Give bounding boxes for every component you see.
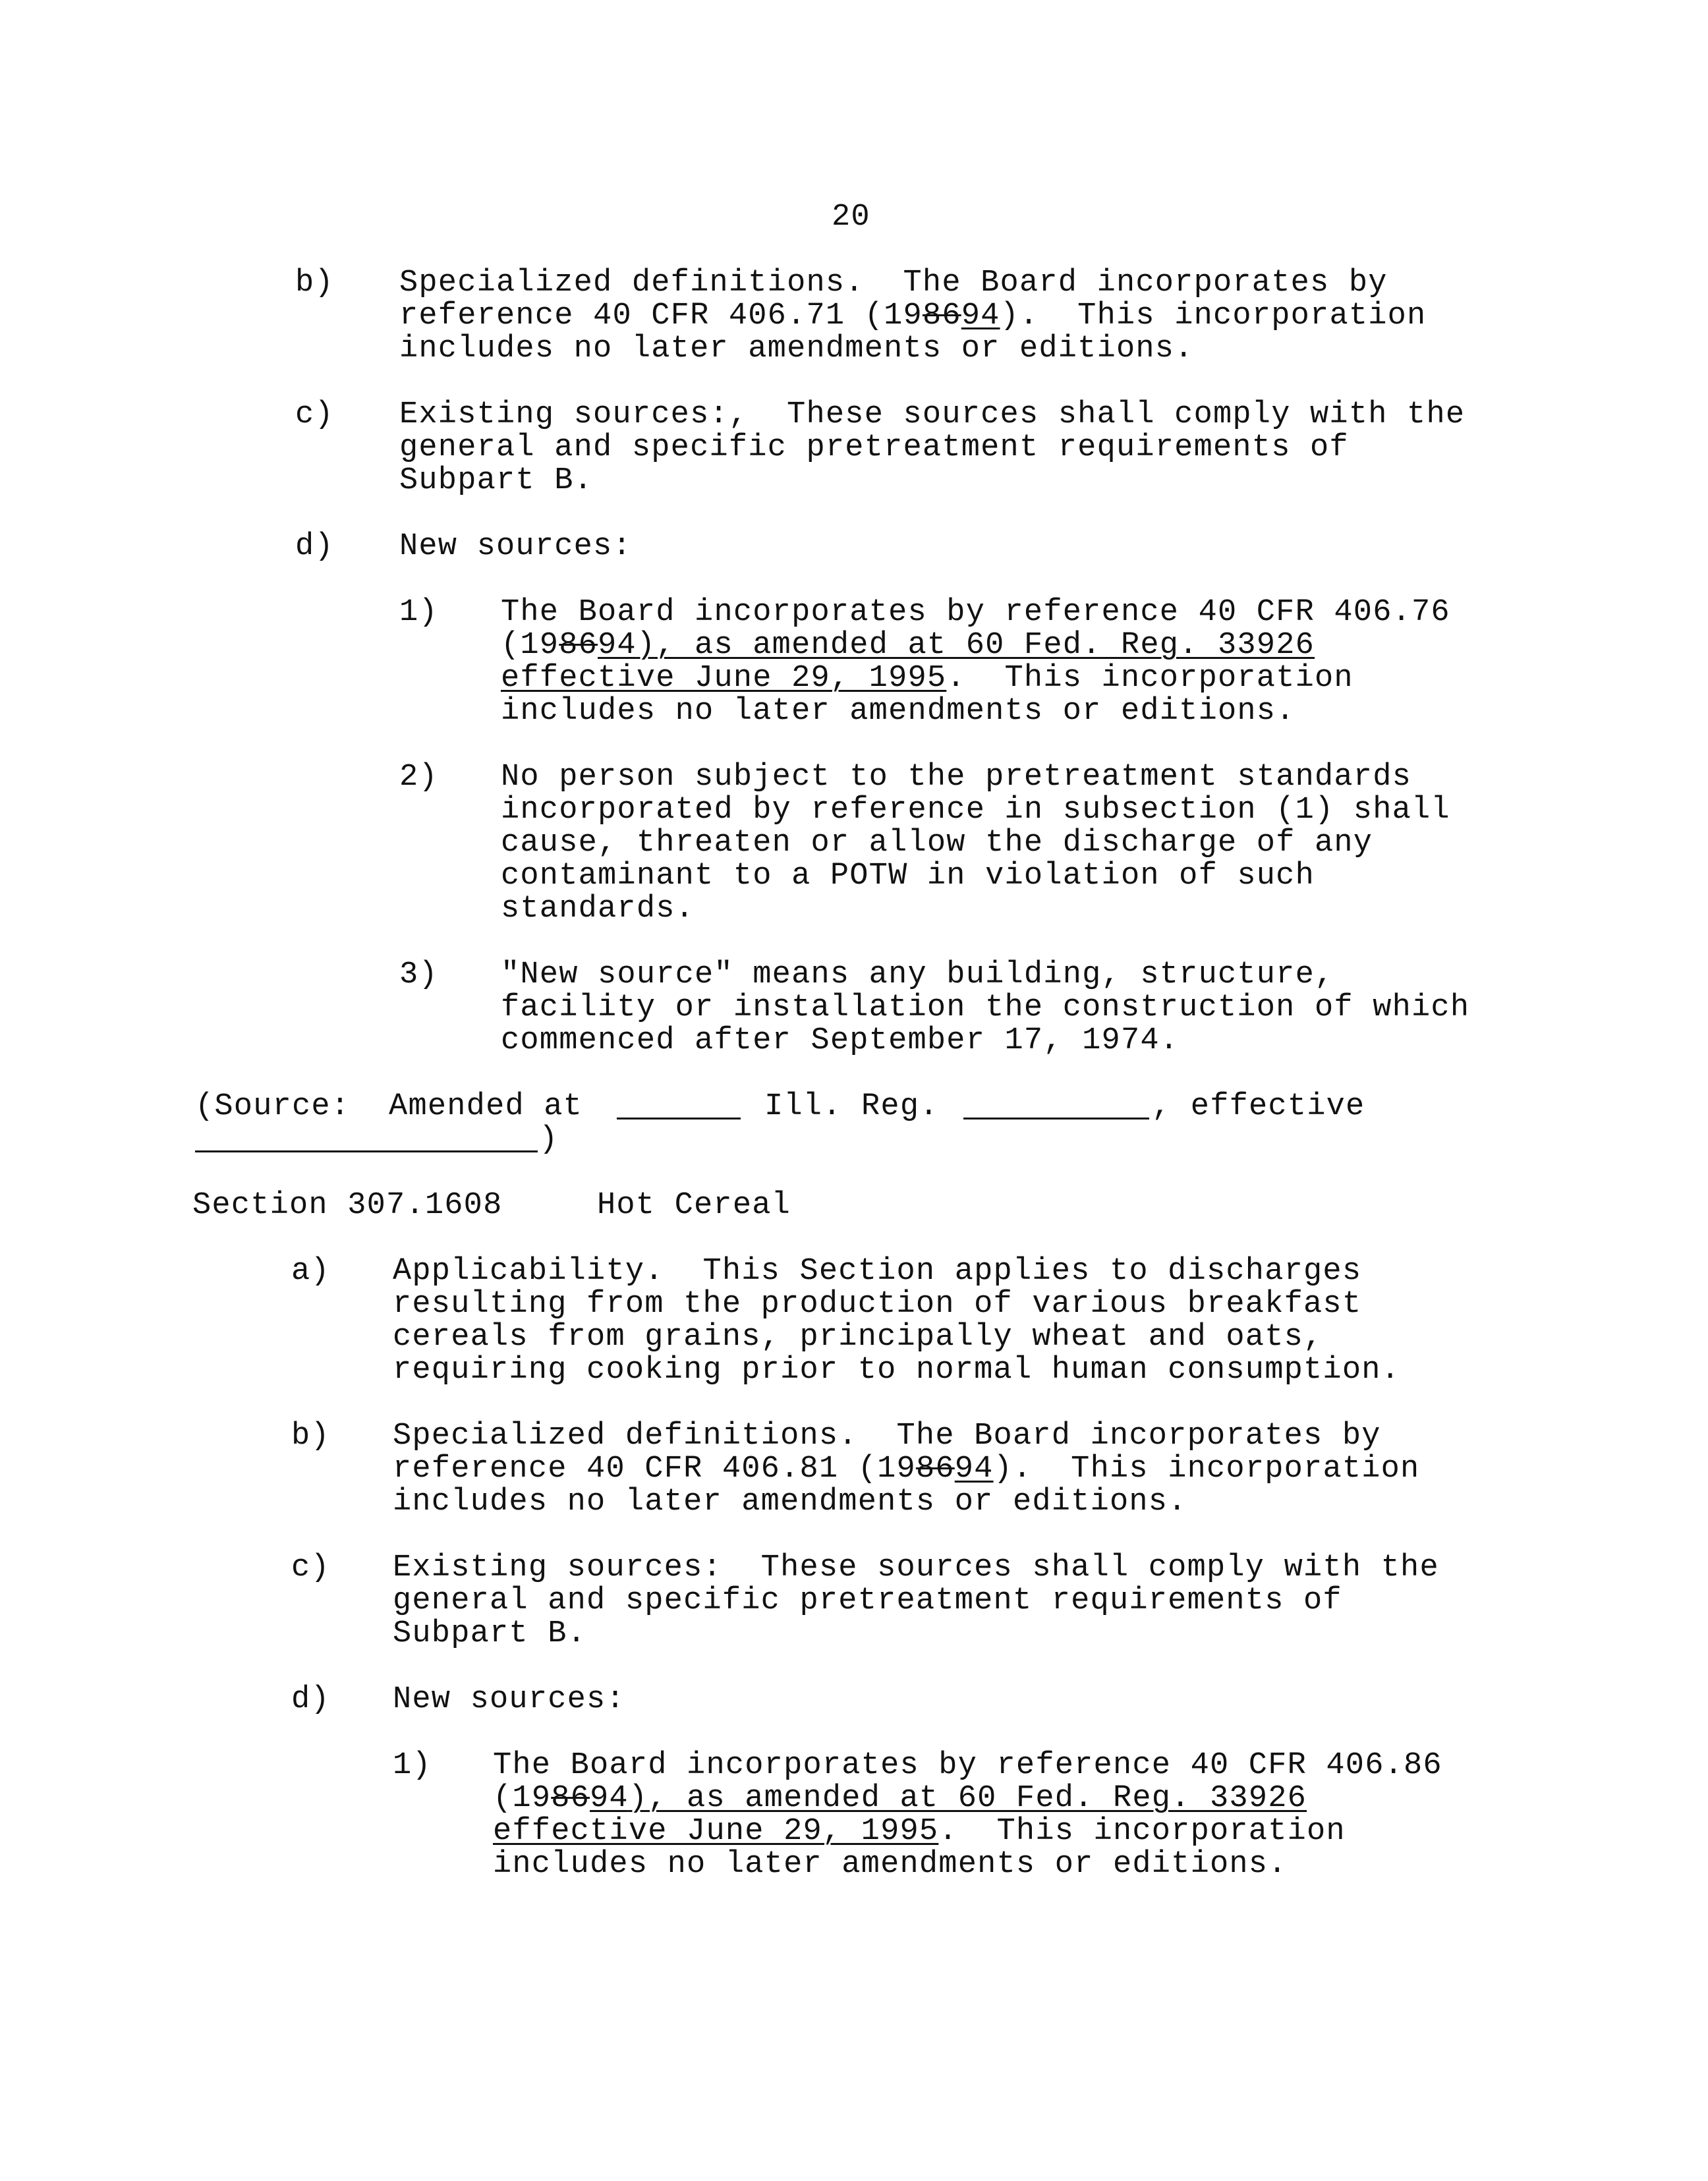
- subitem-1-line-3: effective June 29, 1995. This incorporation: [501, 661, 1353, 696]
- page-number: 20: [832, 200, 870, 235]
- item-c-label: c): [295, 397, 334, 432]
- subitem-2-line-3: cause, threaten or allow the discharge of any: [501, 826, 1373, 861]
- subitem-2-line-2: incorporated by reference in subsection (1) shall: [501, 793, 1450, 828]
- subitem-2-line-5: standards.: [501, 892, 695, 926]
- section-number: Section 307.1608: [192, 1188, 503, 1223]
- hc-item-a-line-3: cereals from grains, principally wheat and oats,: [393, 1320, 1323, 1355]
- hc-item-d-label: d): [291, 1682, 330, 1717]
- hc-item-b-line-1: Specialized definitions. The Board incorporates by: [393, 1419, 1381, 1454]
- hc-item-b-label: b): [291, 1419, 330, 1454]
- hc-subitem-1-line-1: The Board incorporates by reference 40 CFR 406.86: [493, 1748, 1442, 1783]
- struck-year: 86: [915, 1452, 955, 1487]
- item-d-label: d): [295, 529, 334, 564]
- hc-item-c-label: c): [291, 1550, 330, 1585]
- item-c-line-3: Subpart B.: [399, 463, 594, 498]
- item-b-line-2: reference 40 CFR 406.71 (198694). This incorporation: [399, 298, 1427, 333]
- hc-item-c-line-1: Existing sources: These sources shall comply with the: [393, 1550, 1439, 1585]
- subitem-3-line-2: facility or installation the construction of which: [501, 990, 1470, 1025]
- subitem-1-line-2: (198694), as amended at 60 Fed. Reg. 33926: [501, 628, 1315, 663]
- subitem-3-label: 3): [399, 957, 438, 992]
- inserted-year: 94: [961, 298, 1000, 333]
- subitem-3-line-3: commenced after September 17, 1974.: [501, 1023, 1180, 1058]
- inserted-year: 94: [954, 1452, 994, 1487]
- struck-year: 86: [559, 628, 598, 663]
- subitem-1-label: 1): [399, 595, 438, 630]
- inserted-effective-date: effective June 29, 1995: [501, 661, 947, 696]
- hc-item-a-line-4: requiring cooking prior to normal human consumption.: [393, 1353, 1401, 1388]
- item-c-line-1: Existing sources:, These sources shall comply with the: [399, 397, 1466, 432]
- source-note-reg: Ill. Reg.: [764, 1089, 939, 1124]
- hc-item-d-text: New sources:: [393, 1682, 625, 1717]
- hc-subitem-1-line-2: (198694), as amended at 60 Fed. Reg. 33926: [493, 1781, 1307, 1816]
- hc-subitem-1-line-3: effective June 29, 1995. This incorporation: [493, 1814, 1346, 1849]
- hc-subitem-1-label: 1): [393, 1748, 432, 1783]
- hc-item-b-line-2: reference 40 CFR 406.81 (198694). This incorporation: [393, 1452, 1420, 1487]
- item-d-text: New sources:: [399, 529, 632, 564]
- source-note-close: ): [539, 1122, 559, 1157]
- item-b-line-1: Specialized definitions. The Board incorporates by: [399, 266, 1388, 300]
- struck-year: 86: [922, 298, 961, 333]
- section-title: Hot Cereal: [597, 1188, 791, 1223]
- subitem-2-label: 2): [399, 760, 438, 795]
- inserted-year: 94: [590, 1781, 629, 1816]
- subitem-2-line-1: No person subject to the pretreatment standards: [501, 760, 1412, 795]
- inserted-year: 94: [598, 628, 637, 663]
- source-note-effective: , effective: [1152, 1089, 1365, 1124]
- subitem-1-line-4: includes no later amendments or editions.: [501, 694, 1295, 729]
- subitem-2-line-4: contaminant to a POTW in violation of such: [501, 859, 1315, 893]
- source-note-prefix: (Source: Amended at: [195, 1089, 583, 1124]
- source-volume-blank: [617, 1118, 741, 1119]
- item-b-label: b): [295, 266, 334, 300]
- item-b-line-3: includes no later amendments or editions.: [399, 331, 1194, 366]
- hc-item-a-label: a): [291, 1254, 330, 1289]
- hc-item-a-line-1: Applicability. This Section applies to discharges: [393, 1254, 1362, 1289]
- source-date-blank: [195, 1150, 538, 1152]
- hc-item-c-line-2: general and specific pretreatment requirements of: [393, 1583, 1342, 1618]
- inserted-effective-date: effective June 29, 1995: [493, 1814, 939, 1849]
- hc-subitem-1-line-4: includes no later amendments or editions.: [493, 1847, 1288, 1882]
- inserted-amendment: ), as amended at 60 Fed. Reg. 33926: [636, 628, 1315, 663]
- hc-item-b-line-3: includes no later amendments or editions.: [393, 1485, 1187, 1519]
- hc-item-a-line-2: resulting from the production of various breakfast: [393, 1287, 1362, 1322]
- struck-year: 86: [551, 1781, 590, 1816]
- hc-item-c-line-3: Subpart B.: [393, 1616, 587, 1651]
- inserted-amendment: ), as amended at 60 Fed. Reg. 33926: [628, 1781, 1307, 1816]
- subitem-1-line-1: The Board incorporates by reference 40 CFR 406.76: [501, 595, 1450, 630]
- item-c-line-2: general and specific pretreatment requirements of: [399, 430, 1349, 465]
- source-page-blank: [963, 1118, 1149, 1119]
- subitem-3-line-1: "New source" means any building, structure,: [501, 957, 1334, 992]
